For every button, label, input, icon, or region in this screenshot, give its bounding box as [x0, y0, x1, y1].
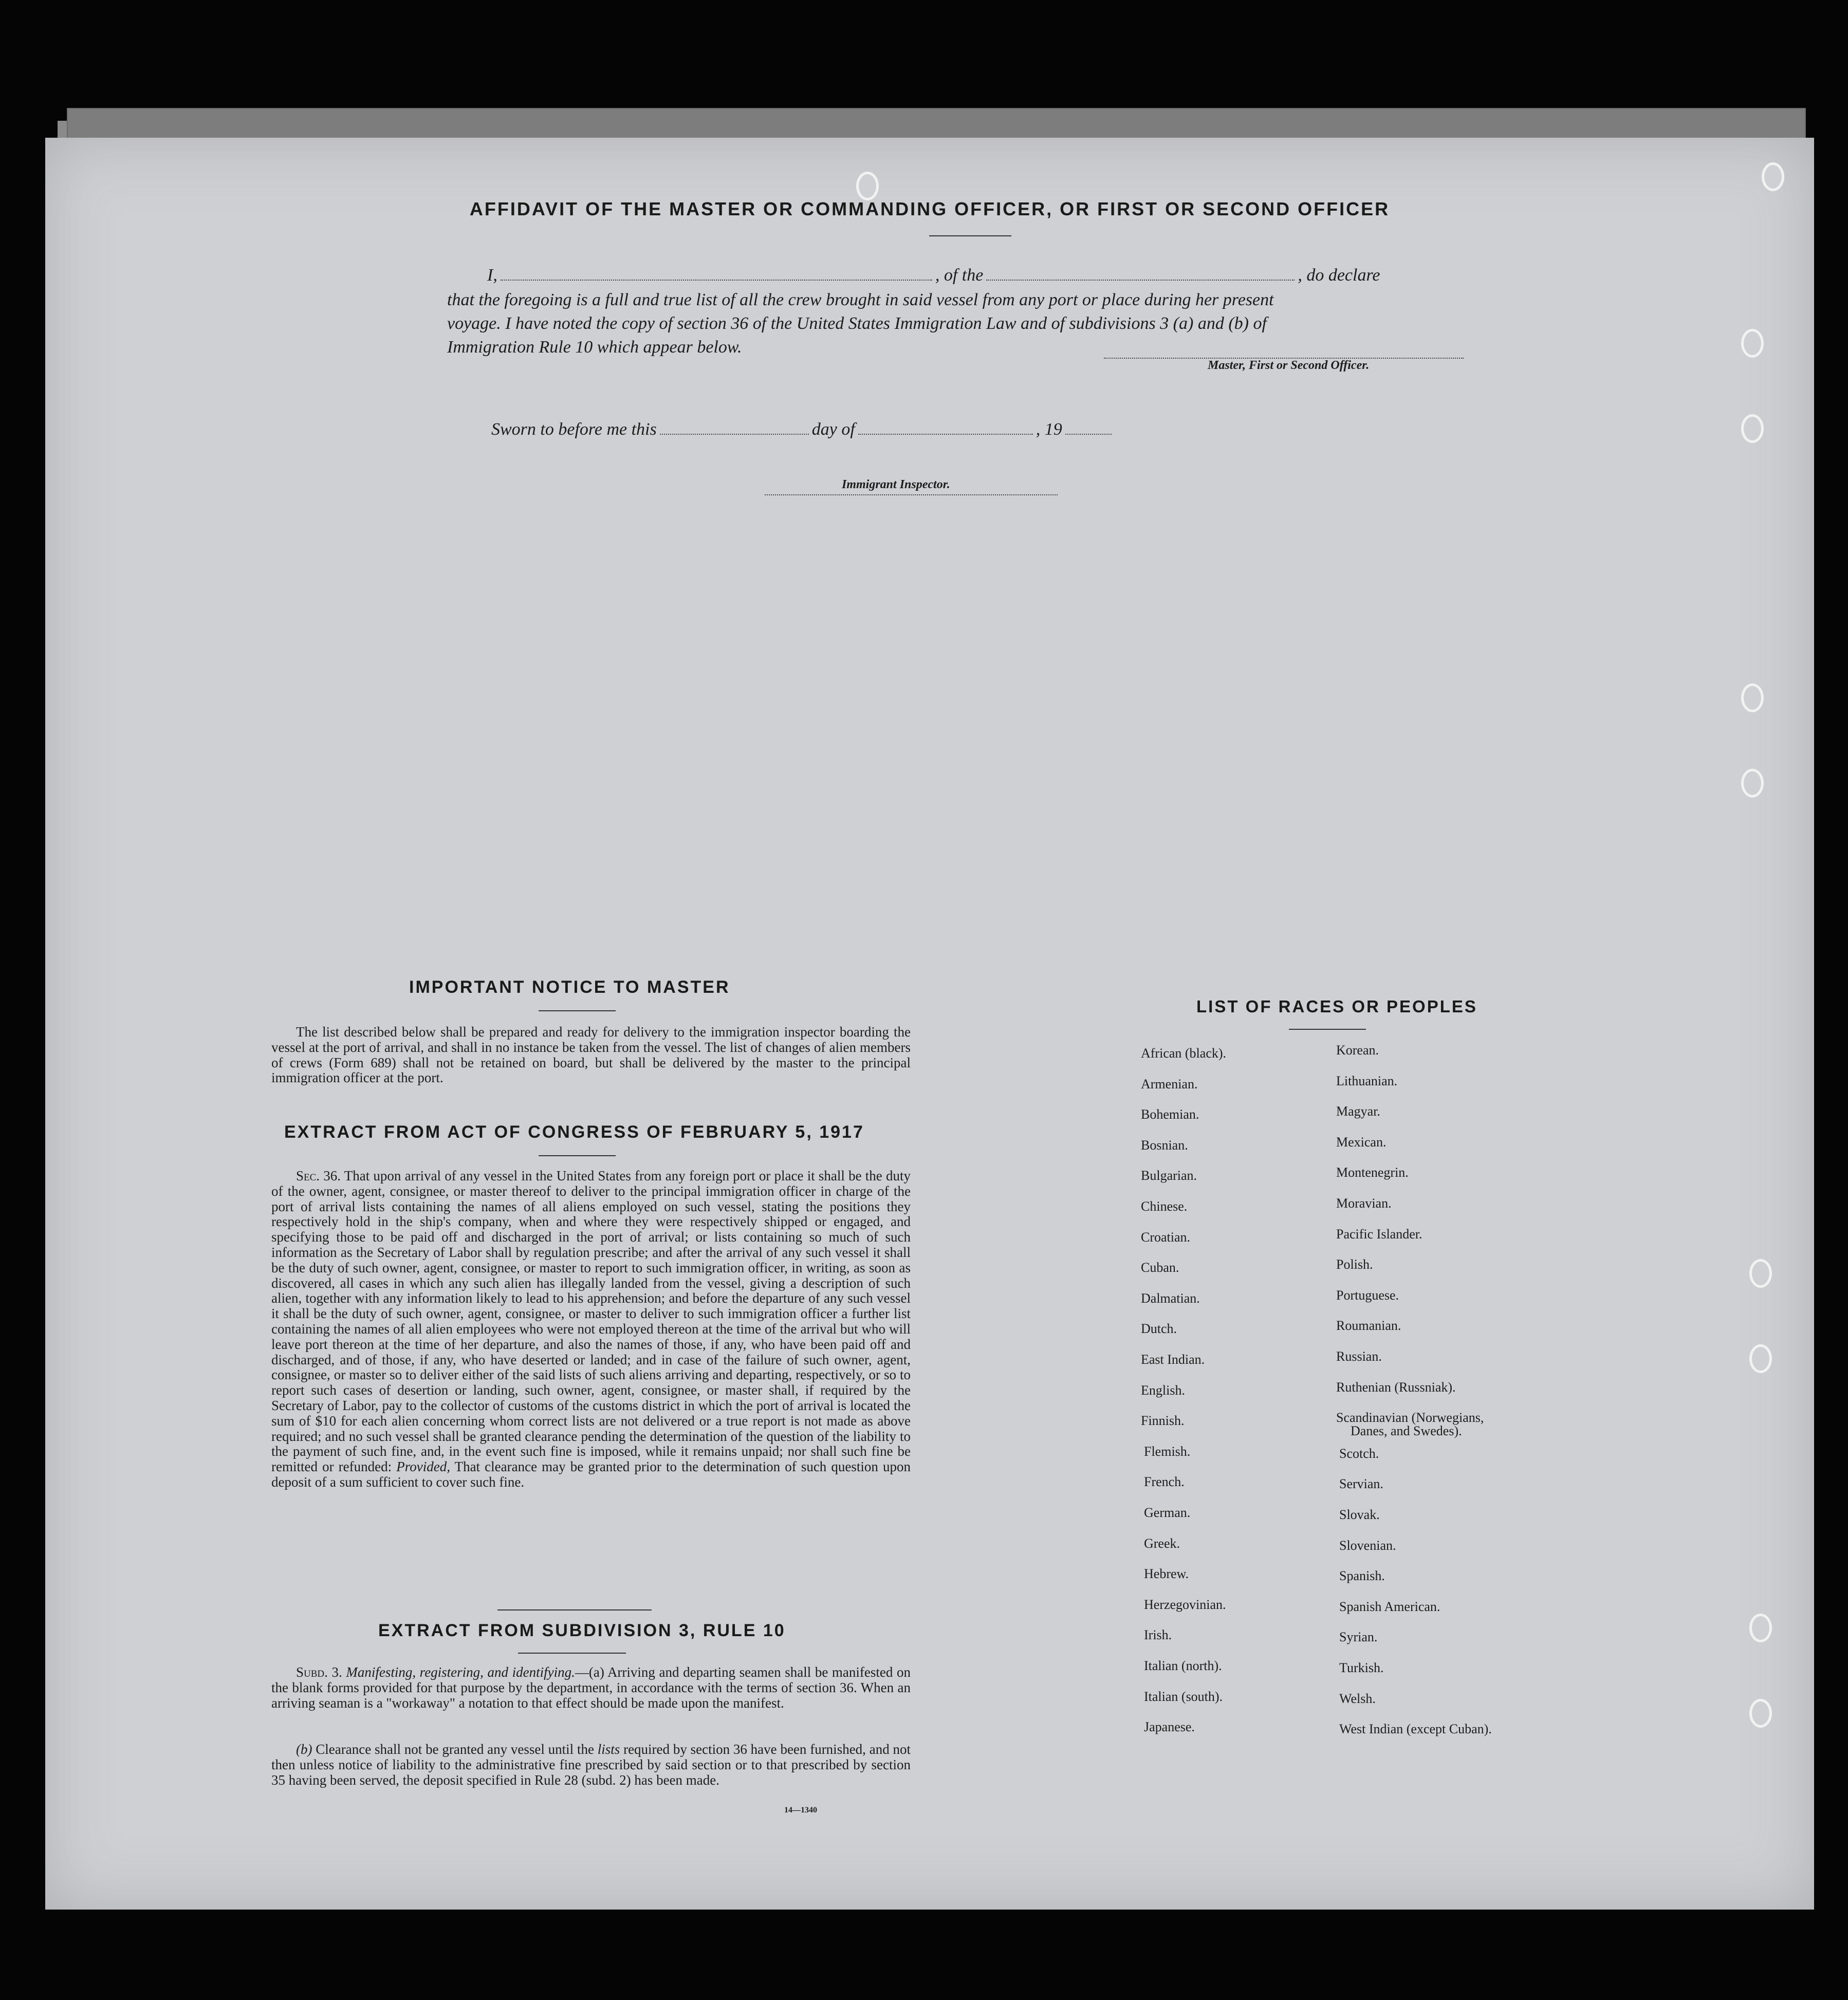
race-item: Bosnian. [1141, 1137, 1188, 1153]
race-item: Syrian. [1339, 1629, 1378, 1645]
race-item: Servian. [1339, 1476, 1383, 1492]
punch-hole-icon [1749, 1344, 1772, 1373]
punch-hole-icon [1749, 1614, 1772, 1642]
race-item: Dutch. [1141, 1321, 1177, 1337]
race-item: Ruthenian (Russniak). [1336, 1379, 1456, 1395]
subd-b-label: (b) [296, 1742, 312, 1757]
race-item: Italian (north). [1144, 1658, 1222, 1673]
affidavit-i: I, [487, 266, 497, 285]
act-title: EXTRACT FROM ACT OF CONGRESS OF FEBRUARY 5, 1917 [284, 1122, 864, 1142]
race-item: Bohemian. [1141, 1107, 1199, 1122]
affidavit-line-3: voyage. I have noted the copy of section 36 of the United States Immigration Law and of subdivisions 3 (a) and (b) of [447, 314, 1267, 333]
day-of: day of [811, 420, 855, 439]
year-prefix: , 19 [1036, 420, 1062, 439]
race-item: English. [1141, 1382, 1185, 1398]
affidavit-do-declare: , do declare [1298, 266, 1380, 285]
name-blank [501, 279, 932, 281]
race-item: Montenegrin. [1336, 1165, 1409, 1180]
subd-heading: Manifesting, registering, and identifying. [346, 1664, 575, 1680]
sworn-line [491, 418, 1115, 441]
affidavit-of-the: , of the [935, 266, 984, 285]
race-item: Mexican. [1336, 1134, 1387, 1150]
subd-label: Subd. 3. [296, 1664, 342, 1680]
punch-hole-icon [1741, 329, 1764, 358]
punch-hole-icon [1749, 1259, 1772, 1288]
race-item-continuation: Danes, and Swedes). [1351, 1423, 1462, 1439]
inspector-caption: Immigrant Inspector. [842, 478, 950, 491]
notice-text: The list described below shall be prepared and ready for delivery to the immigration inspector boarding the vessel at the port of arrival, and shall in no instance be taken from the vessel. The list of changes of alien members of crews (Form 689) shall not be retained on board, but shall be delivered by the master to the principal immigration officer at the port. [271, 1024, 911, 1086]
race-item: Spanish American. [1339, 1599, 1440, 1614]
race-item: Slovenian. [1339, 1538, 1396, 1553]
race-item: Finnish. [1141, 1413, 1185, 1429]
master-caption: Master, First or Second Officer. [1208, 359, 1370, 372]
notice-rule [539, 1010, 616, 1011]
race-item: Greek. [1144, 1535, 1180, 1551]
affidavit-line-1 [487, 264, 1479, 287]
race-item: Korean. [1336, 1043, 1379, 1058]
race-item: Croatian. [1141, 1229, 1191, 1245]
rule-title: EXTRACT FROM SUBDIVISION 3, RULE 10 [378, 1621, 786, 1640]
race-item: Turkish. [1339, 1660, 1384, 1675]
section-body: That upon arrival of any vessel in the United States from any foreign port or place it shall be the duty of the owner, agent, consignee, or master thereof to deliver to the principal immigration officer in charge of the port of arrival lists containing the names of all aliens employed on such vessel, stating the positions they respectively hold in the ship's company, when and where they were respectively shipped or engaged, and specifying those to be paid off and discharged in the port of arrival; or lists containing so much of such information as the Secretary of Labor shall by regulation prescribe; and after the arrival of any such vessel it shall be the duty of such owner, agent, consignee, or master to report to such immigration officer, in writing, as soon as discovered, all cases in which any such alien has illegally landed from the vessel, giving a description of such alien, together with any information likely to lead to his apprehension; and before the departure of any such vessel it shall be the duty of such owner, agent, consignee, or master to deliver to such immigration officer a further list containing the names of all alien employees who were not employed thereon at the time of the arrival but who will leave port thereon at the time of her departure, and also the names of those, if any, who have been paid off and discharged, and of those, if any, who have deserted or landed; and in case of the failure of such owner, agent, consignee, or master so to deliver either of the said lists of such aliens arriving and departing, respectively, or so to report such cases of desertion or landing, such owner, agent, consignee, or master shall, if required by the Secretary of Labor, pay to the collector of customs of the customs district in which the port of arrival is located the sum of $10 for each alien concerning whom correct lists are not delivered or a true report is not made as above required; and no such vessel shall be granted clearance pending the determination of the question of the liability to the payment of such fine, and, in the event such fine is imposed, while it remains unpaid; nor shall such fine be remitted or refunded: [271, 1168, 911, 1475]
race-item: Irish. [1144, 1627, 1172, 1643]
race-item: Cuban. [1141, 1260, 1179, 1275]
race-item: Portuguese. [1336, 1287, 1399, 1303]
affidavit-line-2: that the foregoing is a full and true list of all the crew brought in said vessel from any port or place during her present [447, 290, 1274, 309]
race-item: Hebrew. [1144, 1566, 1189, 1582]
punch-hole-icon [856, 172, 879, 200]
section-label: Sec. 36. [296, 1168, 341, 1183]
race-item: Roumanian. [1336, 1318, 1401, 1334]
race-item: Polish. [1336, 1257, 1373, 1272]
punch-hole-icon [1749, 1699, 1772, 1728]
subd-b-text1: Clearance shall not be granted any vessel until the [316, 1742, 594, 1757]
rule-title-rule [518, 1653, 626, 1654]
act-end-rule [497, 1609, 652, 1610]
sworn-text: Sworn to before me this [491, 420, 657, 439]
race-item: Scandinavian (Norwegians, [1336, 1410, 1484, 1425]
race-item: West Indian (except Cuban). [1339, 1721, 1492, 1737]
race-item: Moravian. [1336, 1196, 1392, 1211]
subd-b-text2: required by section 36 have been furnished, and not then unless notice of liability to the administrative fine prescribed by said section or to that prescribed by section 35 having been served, the deposit specified in Rule 28 (subd. 2) has been made. [271, 1742, 911, 1788]
race-item: Russian. [1336, 1349, 1382, 1364]
inspector-signature-line [765, 494, 1058, 495]
race-item: East Indian. [1141, 1352, 1205, 1367]
document-page [45, 138, 1814, 1910]
subd-a-text: —(a) Arriving and departing seamen shall be manifested on the blank forms provided for that purpose by the department, in accordance with the terms of section 36. When an arriving seaman is a "workaway" a notation to that effect should be made upon the manifest. [271, 1664, 911, 1711]
race-item: Spanish. [1339, 1568, 1385, 1584]
affidavit-line-4: Immigration Rule 10 which appear below. [447, 338, 742, 357]
race-item: Bulgarian. [1141, 1168, 1197, 1183]
form-number: 14—1340 [784, 1806, 817, 1814]
punch-hole-icon [1741, 683, 1764, 712]
race-item: African (black). [1141, 1046, 1227, 1061]
races-title: LIST OF RACES OR PEOPLES [1196, 997, 1477, 1016]
race-item: Italian (south). [1144, 1689, 1223, 1704]
punch-hole-icon [1741, 769, 1764, 798]
race-item: German. [1144, 1505, 1191, 1520]
race-item: Dalmatian. [1141, 1290, 1200, 1306]
race-item: French. [1144, 1474, 1185, 1490]
punch-hole-icon [1762, 162, 1784, 191]
subd-b-lists: lists [597, 1742, 620, 1757]
race-item: Lithuanian. [1336, 1073, 1398, 1088]
title-rule [929, 235, 1011, 236]
act-text [271, 1169, 911, 1490]
race-item: Japanese. [1144, 1719, 1195, 1735]
vessel-blank [986, 279, 1295, 281]
race-item: Welsh. [1339, 1691, 1376, 1706]
race-item: Chinese. [1141, 1199, 1188, 1214]
race-item: Magyar. [1336, 1104, 1380, 1119]
race-item: Slovak. [1339, 1507, 1380, 1522]
race-item: Flemish. [1144, 1443, 1191, 1459]
act-rule [539, 1155, 616, 1156]
section-end: That clearance may be granted prior to the determination of such question upon deposit of a sum sufficient to cover such fine. [271, 1459, 911, 1490]
race-item: Armenian. [1141, 1076, 1198, 1091]
day-blank [660, 433, 809, 435]
month-blank [858, 433, 1033, 435]
race-item: Herzegovinian. [1144, 1597, 1226, 1612]
year-blank [1065, 433, 1112, 435]
race-item: Pacific Islander. [1336, 1226, 1422, 1242]
races-rule [1289, 1029, 1366, 1030]
notice-title: IMPORTANT NOTICE TO MASTER [409, 977, 730, 997]
provided-word: Provided, [396, 1459, 450, 1475]
punch-hole-icon [1741, 414, 1764, 443]
rule-text-b [271, 1742, 911, 1788]
affidavit-title: AFFIDAVIT OF THE MASTER OR COMMANDING OFFICER, OR FIRST OR SECOND OFFICER [469, 198, 1390, 219]
race-item: Scotch. [1339, 1446, 1379, 1461]
rule-text-a [271, 1665, 911, 1711]
